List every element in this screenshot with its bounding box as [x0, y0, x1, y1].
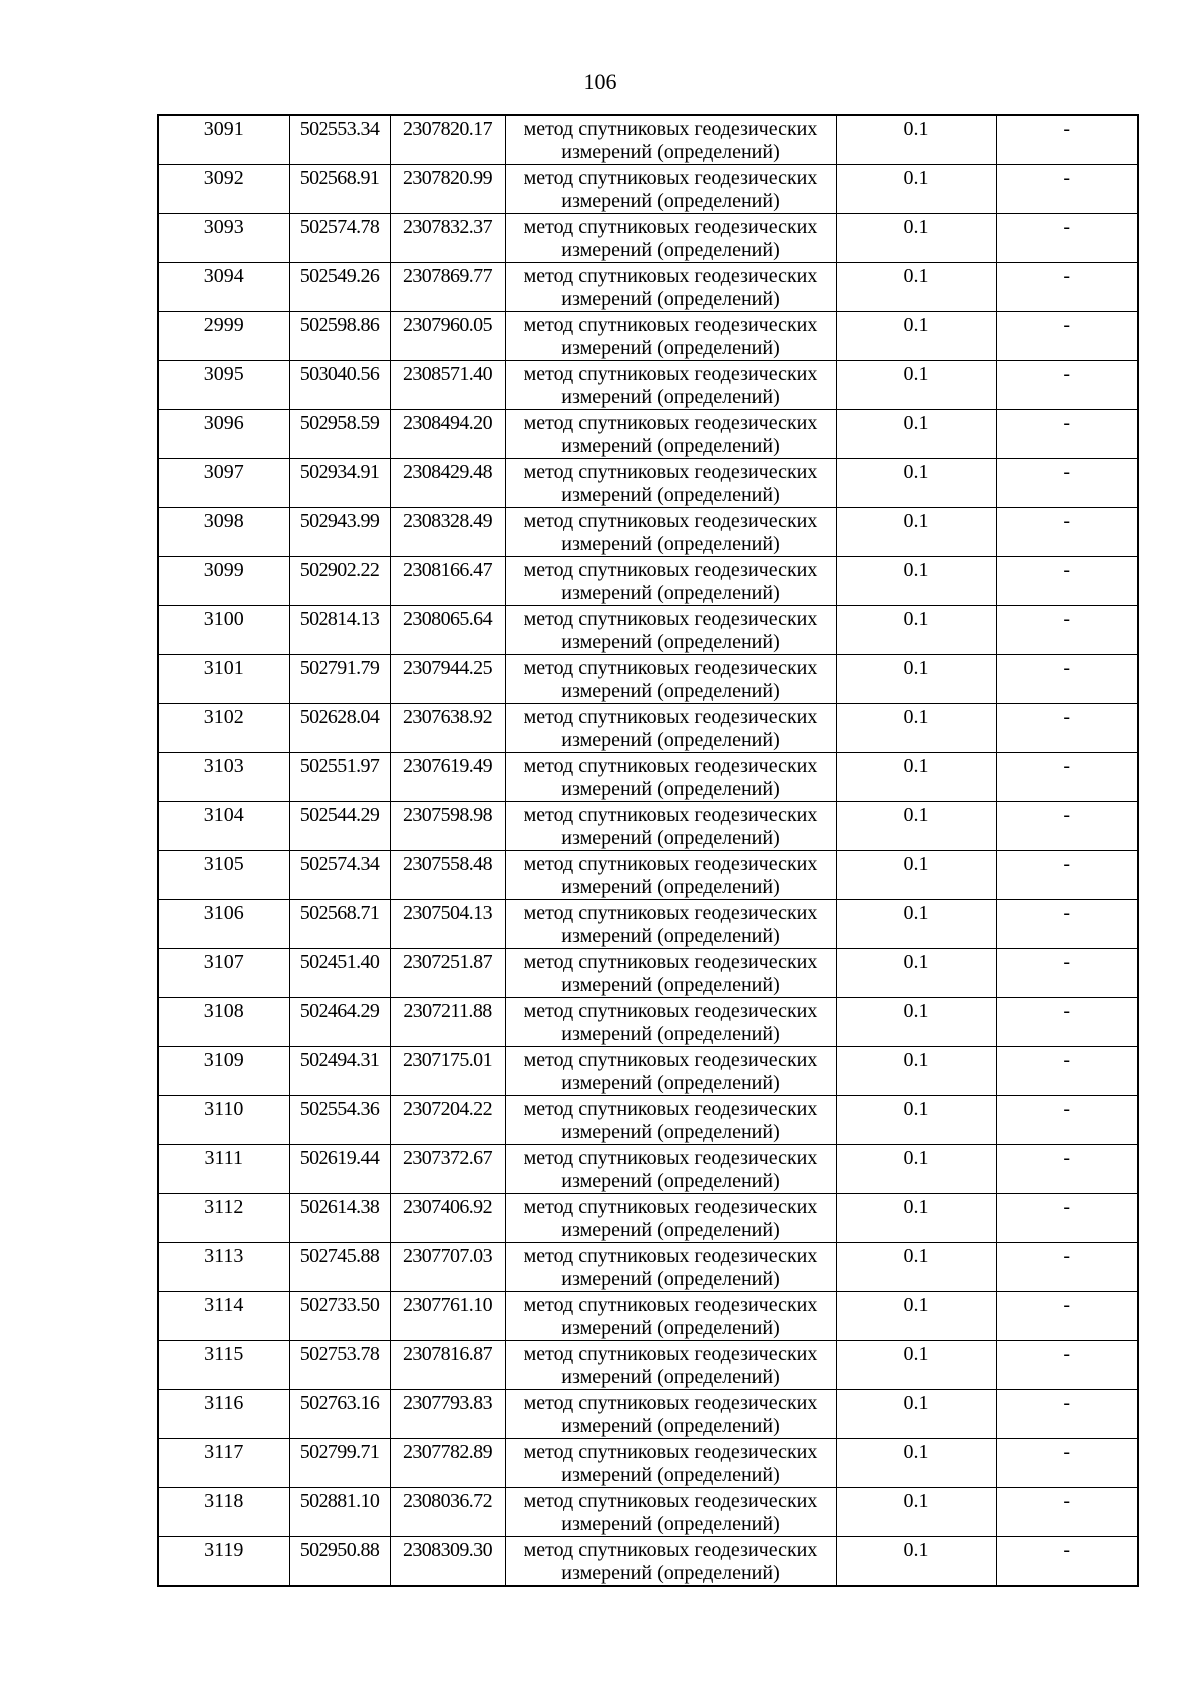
note-cell: - — [996, 655, 1138, 704]
note-cell: - — [996, 312, 1138, 361]
method-line-2: измерений (определений) — [561, 386, 780, 408]
point-number-cell: 3119 — [158, 1537, 289, 1587]
note-cell: - — [996, 214, 1138, 263]
coordinate-x-cell: 502464.29 — [289, 998, 390, 1047]
table-row — [158, 1243, 1138, 1292]
method-line-2: измерений (определений) — [561, 876, 780, 898]
coordinates-table — [157, 114, 1139, 1587]
coordinate-x-cell: 502943.99 — [289, 508, 390, 557]
note-cell: - — [996, 753, 1138, 802]
method-cell — [505, 508, 836, 557]
method-line-1: метод спутниковых геодезических — [523, 657, 818, 679]
coordinate-y-cell: 2307816.87 — [390, 1341, 505, 1390]
point-number-cell: 3106 — [158, 900, 289, 949]
method-line-1: метод спутниковых геодезических — [523, 608, 818, 630]
note-cell: - — [996, 1243, 1138, 1292]
point-number-cell: 3092 — [158, 165, 289, 214]
method-line-2: измерений (определений) — [561, 827, 780, 849]
coordinate-y-cell: 2307707.03 — [390, 1243, 505, 1292]
table-row — [158, 508, 1138, 557]
method-cell — [505, 557, 836, 606]
method-cell — [505, 1047, 836, 1096]
method-cell — [505, 1292, 836, 1341]
method-line-2: измерений (определений) — [561, 778, 780, 800]
coordinate-y-cell: 2307638.92 — [390, 704, 505, 753]
coordinate-y-cell: 2308065.64 — [390, 606, 505, 655]
coordinate-x-cell: 502598.86 — [289, 312, 390, 361]
method-line-2: измерений (определений) — [561, 1072, 780, 1094]
method-line-1: метод спутниковых геодезических — [523, 1441, 818, 1463]
table-row — [158, 214, 1138, 263]
coordinate-y-cell: 2307944.25 — [390, 655, 505, 704]
table-row — [158, 802, 1138, 851]
accuracy-cell: 0.1 — [836, 1243, 996, 1292]
accuracy-cell: 0.1 — [836, 361, 996, 410]
note-cell: - — [996, 851, 1138, 900]
point-number-cell: 3099 — [158, 557, 289, 606]
table-row — [158, 1537, 1138, 1587]
point-number-cell: 3115 — [158, 1341, 289, 1390]
method-cell — [505, 949, 836, 998]
point-number-cell: 3100 — [158, 606, 289, 655]
method-line-2: измерений (определений) — [561, 1121, 780, 1143]
method-line-1: метод спутниковых геодезических — [523, 1049, 818, 1071]
accuracy-cell: 0.1 — [836, 214, 996, 263]
table-row — [158, 949, 1138, 998]
method-cell — [505, 704, 836, 753]
accuracy-cell: 0.1 — [836, 1194, 996, 1243]
method-line-1: метод спутниковых геодезических — [523, 1098, 818, 1120]
coordinate-x-cell: 502553.34 — [289, 115, 390, 165]
coordinate-x-cell: 502544.29 — [289, 802, 390, 851]
accuracy-cell: 0.1 — [836, 165, 996, 214]
coordinate-x-cell: 502934.91 — [289, 459, 390, 508]
method-cell — [505, 214, 836, 263]
note-cell: - — [996, 900, 1138, 949]
accuracy-cell: 0.1 — [836, 753, 996, 802]
table-row — [158, 851, 1138, 900]
method-cell — [505, 115, 836, 165]
coordinate-x-cell: 502814.13 — [289, 606, 390, 655]
method-line-2: измерений (определений) — [561, 1219, 780, 1241]
accuracy-cell: 0.1 — [836, 1390, 996, 1439]
accuracy-cell: 0.1 — [836, 998, 996, 1047]
coordinate-y-cell: 2307960.05 — [390, 312, 505, 361]
table-row — [158, 1390, 1138, 1439]
method-line-2: измерений (определений) — [561, 1170, 780, 1192]
method-line-1: метод спутниковых геодезических — [523, 216, 818, 238]
method-line-1: метод спутниковых геодезических — [523, 1343, 818, 1365]
accuracy-cell: 0.1 — [836, 900, 996, 949]
table-row — [158, 1194, 1138, 1243]
point-number-cell: 3107 — [158, 949, 289, 998]
coordinate-y-cell: 2308166.47 — [390, 557, 505, 606]
accuracy-cell: 0.1 — [836, 1096, 996, 1145]
coordinate-x-cell: 502551.97 — [289, 753, 390, 802]
coordinate-x-cell: 502574.78 — [289, 214, 390, 263]
method-cell — [505, 361, 836, 410]
point-number-cell: 2999 — [158, 312, 289, 361]
point-number-cell: 3118 — [158, 1488, 289, 1537]
accuracy-cell: 0.1 — [836, 557, 996, 606]
coordinate-y-cell: 2307175.01 — [390, 1047, 505, 1096]
note-cell: - — [996, 1292, 1138, 1341]
table-row — [158, 1292, 1138, 1341]
coordinate-y-cell: 2307869.77 — [390, 263, 505, 312]
coordinate-y-cell: 2307251.87 — [390, 949, 505, 998]
table-row — [158, 557, 1138, 606]
note-cell: - — [996, 1390, 1138, 1439]
coordinate-y-cell: 2307619.49 — [390, 753, 505, 802]
method-cell — [505, 312, 836, 361]
method-line-1: метод спутниковых геодезических — [523, 363, 818, 385]
method-line-2: измерений (определений) — [561, 974, 780, 996]
method-line-2: измерений (определений) — [561, 1317, 780, 1339]
method-cell — [505, 851, 836, 900]
method-line-1: метод спутниковых геодезических — [523, 1196, 818, 1218]
accuracy-cell: 0.1 — [836, 1537, 996, 1587]
note-cell: - — [996, 1488, 1138, 1537]
accuracy-cell: 0.1 — [836, 459, 996, 508]
method-line-2: измерений (определений) — [561, 1513, 780, 1535]
method-cell — [505, 998, 836, 1047]
method-line-2: измерений (определений) — [561, 1366, 780, 1388]
accuracy-cell: 0.1 — [836, 263, 996, 312]
coordinate-y-cell: 2307504.13 — [390, 900, 505, 949]
accuracy-cell: 0.1 — [836, 1145, 996, 1194]
point-number-cell: 3095 — [158, 361, 289, 410]
coordinate-y-cell: 2308328.49 — [390, 508, 505, 557]
table-row — [158, 1439, 1138, 1488]
method-line-1: метод спутниковых геодезических — [523, 902, 818, 924]
method-line-2: измерений (определений) — [561, 141, 780, 163]
table-row — [158, 753, 1138, 802]
note-cell: - — [996, 361, 1138, 410]
point-number-cell: 3114 — [158, 1292, 289, 1341]
accuracy-cell: 0.1 — [836, 655, 996, 704]
method-line-1: метод спутниковых геодезических — [523, 1000, 818, 1022]
table-row — [158, 1047, 1138, 1096]
table-row — [158, 361, 1138, 410]
method-line-2: измерений (определений) — [561, 435, 780, 457]
accuracy-cell: 0.1 — [836, 802, 996, 851]
point-number-cell: 3094 — [158, 263, 289, 312]
accuracy-cell: 0.1 — [836, 949, 996, 998]
point-number-cell: 3104 — [158, 802, 289, 851]
note-cell: - — [996, 802, 1138, 851]
method-line-1: метод спутниковых геодезических — [523, 412, 818, 434]
coordinate-x-cell: 502614.38 — [289, 1194, 390, 1243]
coordinate-x-cell: 502950.88 — [289, 1537, 390, 1587]
method-line-1: метод спутниковых геодезических — [523, 559, 818, 581]
coordinate-y-cell: 2308494.20 — [390, 410, 505, 459]
coordinate-y-cell: 2307793.83 — [390, 1390, 505, 1439]
method-line-2: измерений (определений) — [561, 1415, 780, 1437]
point-number-cell: 3098 — [158, 508, 289, 557]
note-cell: - — [996, 115, 1138, 165]
coordinate-y-cell: 2308571.40 — [390, 361, 505, 410]
point-number-cell: 3097 — [158, 459, 289, 508]
method-cell — [505, 655, 836, 704]
method-line-2: измерений (определений) — [561, 337, 780, 359]
coordinate-x-cell: 502763.16 — [289, 1390, 390, 1439]
point-number-cell: 3116 — [158, 1390, 289, 1439]
note-cell: - — [996, 606, 1138, 655]
note-cell: - — [996, 557, 1138, 606]
coordinate-y-cell: 2307211.88 — [390, 998, 505, 1047]
note-cell: - — [996, 508, 1138, 557]
note-cell: - — [996, 1096, 1138, 1145]
coordinate-y-cell: 2307558.48 — [390, 851, 505, 900]
accuracy-cell: 0.1 — [836, 1341, 996, 1390]
method-line-2: измерений (определений) — [561, 1268, 780, 1290]
method-cell — [505, 900, 836, 949]
coordinate-x-cell: 502568.91 — [289, 165, 390, 214]
method-line-1: метод спутниковых геодезических — [523, 510, 818, 532]
table-row — [158, 410, 1138, 459]
method-line-2: измерений (определений) — [561, 1023, 780, 1045]
method-line-1: метод спутниковых геодезических — [523, 804, 818, 826]
method-cell — [505, 802, 836, 851]
coordinate-y-cell: 2307204.22 — [390, 1096, 505, 1145]
table-row — [158, 312, 1138, 361]
coordinate-x-cell: 502733.50 — [289, 1292, 390, 1341]
method-line-1: метод спутниковых геодезических — [523, 1490, 818, 1512]
table-row — [158, 1096, 1138, 1145]
method-cell — [505, 459, 836, 508]
coordinate-x-cell: 502628.04 — [289, 704, 390, 753]
point-number-cell: 3117 — [158, 1439, 289, 1488]
point-number-cell: 3105 — [158, 851, 289, 900]
point-number-cell: 3102 — [158, 704, 289, 753]
coordinate-y-cell: 2307782.89 — [390, 1439, 505, 1488]
method-cell — [505, 1390, 836, 1439]
accuracy-cell: 0.1 — [836, 115, 996, 165]
point-number-cell: 3112 — [158, 1194, 289, 1243]
note-cell: - — [996, 459, 1138, 508]
coordinate-x-cell: 502574.34 — [289, 851, 390, 900]
method-line-2: измерений (определений) — [561, 925, 780, 947]
note-cell: - — [996, 1047, 1138, 1096]
method-cell — [505, 1243, 836, 1292]
table-row — [158, 704, 1138, 753]
coordinate-x-cell: 503040.56 — [289, 361, 390, 410]
table-row — [158, 1341, 1138, 1390]
coordinate-y-cell: 2307820.99 — [390, 165, 505, 214]
coordinate-x-cell: 502753.78 — [289, 1341, 390, 1390]
point-number-cell: 3096 — [158, 410, 289, 459]
table-row — [158, 115, 1138, 165]
coordinate-x-cell: 502568.71 — [289, 900, 390, 949]
method-cell — [505, 410, 836, 459]
point-number-cell: 3109 — [158, 1047, 289, 1096]
table-row — [158, 998, 1138, 1047]
table-row — [158, 459, 1138, 508]
coordinate-x-cell: 502958.59 — [289, 410, 390, 459]
method-line-2: измерений (определений) — [561, 1464, 780, 1486]
point-number-cell: 3110 — [158, 1096, 289, 1145]
coordinate-y-cell: 2308309.30 — [390, 1537, 505, 1587]
accuracy-cell: 0.1 — [836, 312, 996, 361]
method-line-1: метод спутниковых геодезических — [523, 951, 818, 973]
method-cell — [505, 1096, 836, 1145]
table-row — [158, 900, 1138, 949]
point-number-cell: 3101 — [158, 655, 289, 704]
coordinate-x-cell: 502902.22 — [289, 557, 390, 606]
method-cell — [505, 263, 836, 312]
accuracy-cell: 0.1 — [836, 1439, 996, 1488]
coordinate-y-cell: 2307598.98 — [390, 802, 505, 851]
coordinate-y-cell: 2307832.37 — [390, 214, 505, 263]
point-number-cell: 3111 — [158, 1145, 289, 1194]
note-cell: - — [996, 1145, 1138, 1194]
table-row — [158, 263, 1138, 312]
accuracy-cell: 0.1 — [836, 1292, 996, 1341]
coordinate-x-cell: 502799.71 — [289, 1439, 390, 1488]
accuracy-cell: 0.1 — [836, 1047, 996, 1096]
method-cell — [505, 165, 836, 214]
page-number: 106 — [583, 69, 617, 94]
note-cell: - — [996, 1439, 1138, 1488]
method-line-1: метод спутниковых геодезических — [523, 265, 818, 287]
method-cell — [505, 1194, 836, 1243]
accuracy-cell: 0.1 — [836, 1488, 996, 1537]
method-line-2: измерений (определений) — [561, 288, 780, 310]
table-row — [158, 165, 1138, 214]
coordinate-y-cell: 2308036.72 — [390, 1488, 505, 1537]
accuracy-cell: 0.1 — [836, 508, 996, 557]
method-line-2: измерений (определений) — [561, 729, 780, 751]
accuracy-cell: 0.1 — [836, 704, 996, 753]
coordinate-x-cell: 502745.88 — [289, 1243, 390, 1292]
method-line-1: метод спутниковых геодезических — [523, 755, 818, 777]
table-row — [158, 655, 1138, 704]
method-cell — [505, 1537, 836, 1587]
point-number-cell: 3091 — [158, 115, 289, 165]
accuracy-cell: 0.1 — [836, 851, 996, 900]
method-line-1: метод спутниковых геодезических — [523, 853, 818, 875]
table-row — [158, 1488, 1138, 1537]
coordinate-y-cell: 2307761.10 — [390, 1292, 505, 1341]
method-line-1: метод спутниковых геодезических — [523, 1245, 818, 1267]
table-row — [158, 1145, 1138, 1194]
accuracy-cell: 0.1 — [836, 410, 996, 459]
coordinate-y-cell: 2307406.92 — [390, 1194, 505, 1243]
method-line-1: метод спутниковых геодезических — [523, 706, 818, 728]
method-line-1: метод спутниковых геодезических — [523, 314, 818, 336]
coordinate-x-cell: 502881.10 — [289, 1488, 390, 1537]
method-line-2: измерений (определений) — [561, 680, 780, 702]
method-line-2: измерений (определений) — [561, 533, 780, 555]
coordinate-y-cell: 2308429.48 — [390, 459, 505, 508]
method-line-2: измерений (определений) — [561, 631, 780, 653]
coordinate-x-cell: 502549.26 — [289, 263, 390, 312]
method-line-1: метод спутниковых геодезических — [523, 1539, 818, 1561]
point-number-cell: 3108 — [158, 998, 289, 1047]
point-number-cell: 3113 — [158, 1243, 289, 1292]
coordinate-x-cell: 502494.31 — [289, 1047, 390, 1096]
coordinate-x-cell: 502451.40 — [289, 949, 390, 998]
method-cell — [505, 1341, 836, 1390]
note-cell: - — [996, 1537, 1138, 1587]
method-line-2: измерений (определений) — [561, 239, 780, 261]
coordinate-y-cell: 2307820.17 — [390, 115, 505, 165]
note-cell: - — [996, 1194, 1138, 1243]
note-cell: - — [996, 263, 1138, 312]
method-line-2: измерений (определений) — [561, 190, 780, 212]
method-cell — [505, 1145, 836, 1194]
method-line-1: метод спутниковых геодезических — [523, 1147, 818, 1169]
point-number-cell: 3103 — [158, 753, 289, 802]
note-cell: - — [996, 949, 1138, 998]
note-cell: - — [996, 998, 1138, 1047]
method-cell — [505, 1439, 836, 1488]
method-line-1: метод спутниковых геодезических — [523, 167, 818, 189]
method-line-1: метод спутниковых геодезических — [523, 1392, 818, 1414]
method-line-1: метод спутниковых геодезических — [523, 461, 818, 483]
method-cell — [505, 606, 836, 655]
note-cell: - — [996, 165, 1138, 214]
coordinate-x-cell: 502791.79 — [289, 655, 390, 704]
method-cell — [505, 753, 836, 802]
point-number-cell: 3093 — [158, 214, 289, 263]
note-cell: - — [996, 1341, 1138, 1390]
note-cell: - — [996, 410, 1138, 459]
method-line-1: метод спутниковых геодезических — [523, 1294, 818, 1316]
method-line-1: метод спутниковых геодезических — [523, 118, 818, 140]
note-cell: - — [996, 704, 1138, 753]
method-line-2: измерений (определений) — [561, 582, 780, 604]
method-line-2: измерений (определений) — [561, 1562, 780, 1584]
method-line-2: измерений (определений) — [561, 484, 780, 506]
coordinate-x-cell: 502554.36 — [289, 1096, 390, 1145]
coordinate-y-cell: 2307372.67 — [390, 1145, 505, 1194]
coordinates-table-body — [158, 115, 1138, 1586]
table-row — [158, 606, 1138, 655]
accuracy-cell: 0.1 — [836, 606, 996, 655]
coordinate-x-cell: 502619.44 — [289, 1145, 390, 1194]
method-cell — [505, 1488, 836, 1537]
